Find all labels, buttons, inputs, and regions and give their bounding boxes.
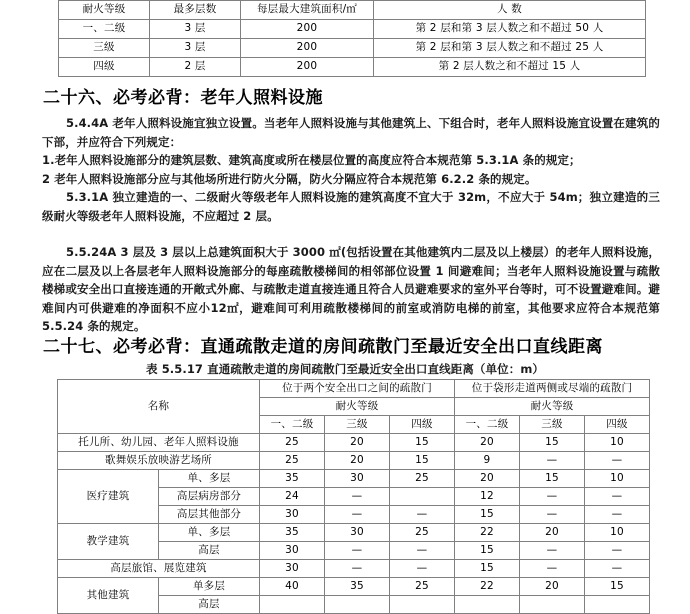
cell-value: — [520, 542, 585, 560]
cell-value: — [520, 506, 585, 524]
fire-rating-floors-table-container [58, 0, 646, 77]
cell-value: 15 [390, 434, 455, 452]
table-row [58, 452, 650, 470]
cell-max-floors: 3 层 [150, 39, 241, 58]
cell-value: 20 [520, 524, 585, 542]
row-label: 托儿所、幼儿园、老年人照料设施 [58, 434, 260, 452]
row-group-label-educational: 教学建筑 [58, 524, 159, 560]
cell-value: 35 [325, 578, 390, 596]
cell-value: — [325, 506, 390, 524]
row-group-label-other: 其他建筑 [58, 578, 159, 614]
column-header-fire-rating-right: 耐火等级 [455, 398, 650, 416]
section-heading-26: 二十六、必考必背：老年人照料设施 [43, 88, 323, 108]
table-row [58, 470, 650, 488]
paragraph-5-5-24A: 5.5.24A 3 层及 3 层以上总建筑面积大于 3000 ㎡(包括设置在其他建筑内二层及以上楼层）的老年人照料设施，应在二层及以上各层老年人照料设施部分的每座疏散楼梯间的相邻部位设置 1 间避难间；当老年人照料设施设置与疏散楼梯或安全出口直接连通的开敞式外廊、与疏散走道直接连通且符合人员避难要求的室外平台等时，可不设置避难间。避难间内可供避难的净面积不应小12㎡，避难间可利用疏散楼梯间的前室或消防电梯的前室，其他要求应符合本规范第 5.5.24 条的规定。 [42, 245, 660, 334]
table-header-row [59, 1, 646, 20]
paragraph-5-4-4A: 5.4.4A 老年人照料设施宜独立设置。当老年人照料设施与其他建筑上、下组合时，老年人照料设施宜设置在建筑的下部，并应符合下列规定： [42, 116, 660, 149]
section-heading-27: 二十七、必考必背：直通疏散走道的房间疏散门至最近安全出口直线距离 [43, 337, 603, 357]
column-header-between-exits: 位于两个安全出口之间的疏散门 [260, 380, 455, 398]
cell-value: 15 [520, 434, 585, 452]
table-row [58, 578, 650, 596]
table-row [58, 524, 650, 542]
table-header-row-group [58, 380, 650, 398]
cell-value: 40 [260, 578, 325, 596]
cell-max-floors: 3 层 [150, 20, 241, 39]
cell-value: — [325, 560, 390, 578]
table-row [59, 39, 646, 58]
row-label: 单多层 [159, 578, 260, 596]
table-row [59, 58, 646, 77]
cell-value: 25 [390, 578, 455, 596]
row-label: 高层 [159, 542, 260, 560]
row-label: 高层 [159, 596, 260, 614]
table-row [58, 434, 650, 452]
cell-value: 35 [260, 470, 325, 488]
row-label: 高层旅馆、展览建筑 [58, 560, 260, 578]
row-label: 单、多层 [159, 524, 260, 542]
paragraph-5-3-1A: 5.3.1A 独立建造的一、二级耐火等级老年人照料设施的建筑高度不宜大于 32m，不应大于 54m；独立建造的三级耐火等级老年人照料设施，不应超过 2 层。 [42, 190, 660, 223]
column-header-max-floors: 最多层数 [150, 1, 241, 20]
cell-value: — [390, 506, 455, 524]
paragraph-item-1: 1.老年人照料设施部分的建筑层数、建筑高度或所在楼层位置的高度应符合本规范第 5.3.1A 条的规定； [42, 153, 581, 168]
cell-value: 20 [520, 578, 585, 596]
cell-max-area: 200 [241, 20, 374, 39]
row-group-label-medical: 医疗建筑 [58, 470, 159, 524]
column-header-max-area: 每层最大建筑面积/㎡ [241, 1, 374, 20]
cell-fire-rating: 四级 [59, 58, 150, 77]
column-header-people-count: 人 数 [374, 1, 646, 20]
cell-max-floors: 2 层 [150, 58, 241, 77]
row-label: 歌舞娱乐放映游艺场所 [58, 452, 260, 470]
cell-value: 9 [455, 452, 520, 470]
column-header-name: 名称 [58, 380, 260, 434]
cell-people-count: 第 2 层和第 3 层人数之和不超过 25 人 [374, 39, 646, 58]
evacuation-distance-table-container [57, 379, 650, 614]
cell-value: 12 [455, 488, 520, 506]
cell-value: — [520, 560, 585, 578]
section-26-paragraph-5-3-1A [42, 188, 660, 225]
cell-max-area: 200 [241, 58, 374, 77]
cell-people-count: 第 2 层人数之和不超过 15 人 [374, 58, 646, 77]
cell-value: 25 [260, 452, 325, 470]
table-caption-5-5-17: 表 5.5.17 直通疏散走道的房间疏散门至最近安全出口直线距离（单位：m） [145, 362, 545, 376]
row-label: 高层其他部分 [159, 506, 260, 524]
cell-value: 15 [520, 470, 585, 488]
subcolumn-header-2: 三级 [325, 416, 390, 434]
cell-value: — [585, 542, 650, 560]
cell-value: 20 [455, 434, 520, 452]
fire-rating-floors-table [58, 0, 646, 77]
cell-value: — [390, 542, 455, 560]
table-row [59, 20, 646, 39]
cell-value: 25 [260, 434, 325, 452]
cell-value: 35 [260, 524, 325, 542]
cell-value: 15 [455, 560, 520, 578]
cell-value [390, 596, 455, 614]
cell-fire-rating: 一、二级 [59, 20, 150, 39]
cell-value: 25 [390, 524, 455, 542]
cell-value: 15 [455, 506, 520, 524]
cell-value: 30 [325, 524, 390, 542]
cell-fire-rating: 三级 [59, 39, 150, 58]
column-header-fire-rating: 耐火等级 [59, 1, 150, 20]
cell-value: 30 [260, 506, 325, 524]
subcolumn-header-1: 一、二级 [260, 416, 325, 434]
cell-value: 10 [585, 524, 650, 542]
cell-value: 25 [390, 470, 455, 488]
cell-value: 15 [390, 452, 455, 470]
cell-value: 30 [260, 542, 325, 560]
cell-value: 15 [455, 542, 520, 560]
cell-value: — [390, 560, 455, 578]
column-header-fire-rating-left: 耐火等级 [260, 398, 455, 416]
column-header-dead-end-corridor: 位于袋形走道两侧或尽端的疏散门 [455, 380, 650, 398]
cell-value [390, 488, 455, 506]
cell-value: — [325, 542, 390, 560]
cell-value: — [585, 506, 650, 524]
cell-value: 24 [260, 488, 325, 506]
cell-value [260, 596, 325, 614]
cell-value [325, 596, 390, 614]
row-label: 高层病房部分 [159, 488, 260, 506]
cell-value: 22 [455, 524, 520, 542]
cell-value: — [585, 452, 650, 470]
cell-value: — [325, 488, 390, 506]
cell-value: — [520, 452, 585, 470]
cell-people-count: 第 2 层和第 3 层人数之和不超过 50 人 [374, 20, 646, 39]
cell-max-area: 200 [241, 39, 374, 58]
subcolumn-header-3: 四级 [390, 416, 455, 434]
cell-value: 30 [325, 470, 390, 488]
cell-value: 20 [325, 452, 390, 470]
evacuation-distance-table [57, 379, 650, 614]
cell-value: 30 [260, 560, 325, 578]
cell-value [520, 596, 585, 614]
subcolumn-header-5: 三级 [520, 416, 585, 434]
section-26-paragraphs [42, 114, 660, 188]
cell-value: 10 [585, 434, 650, 452]
cell-value [455, 596, 520, 614]
cell-value: — [520, 488, 585, 506]
cell-value: — [585, 488, 650, 506]
cell-value: 22 [455, 578, 520, 596]
cell-value: 15 [585, 578, 650, 596]
cell-value: 20 [325, 434, 390, 452]
section-26-paragraph-5-5-24A [42, 243, 660, 336]
row-label: 单、多层 [159, 470, 260, 488]
cell-value: 20 [455, 470, 520, 488]
cell-value: 10 [585, 470, 650, 488]
subcolumn-header-6: 四级 [585, 416, 650, 434]
cell-value [585, 596, 650, 614]
cell-value: — [585, 560, 650, 578]
table-row [58, 560, 650, 578]
paragraph-item-2: 2 老年人照料设施部分应与其他场所进行防火分隔，防火分隔应符合本规范第 6.2.2 条的规定。 [42, 171, 537, 186]
subcolumn-header-4: 一、二级 [455, 416, 520, 434]
